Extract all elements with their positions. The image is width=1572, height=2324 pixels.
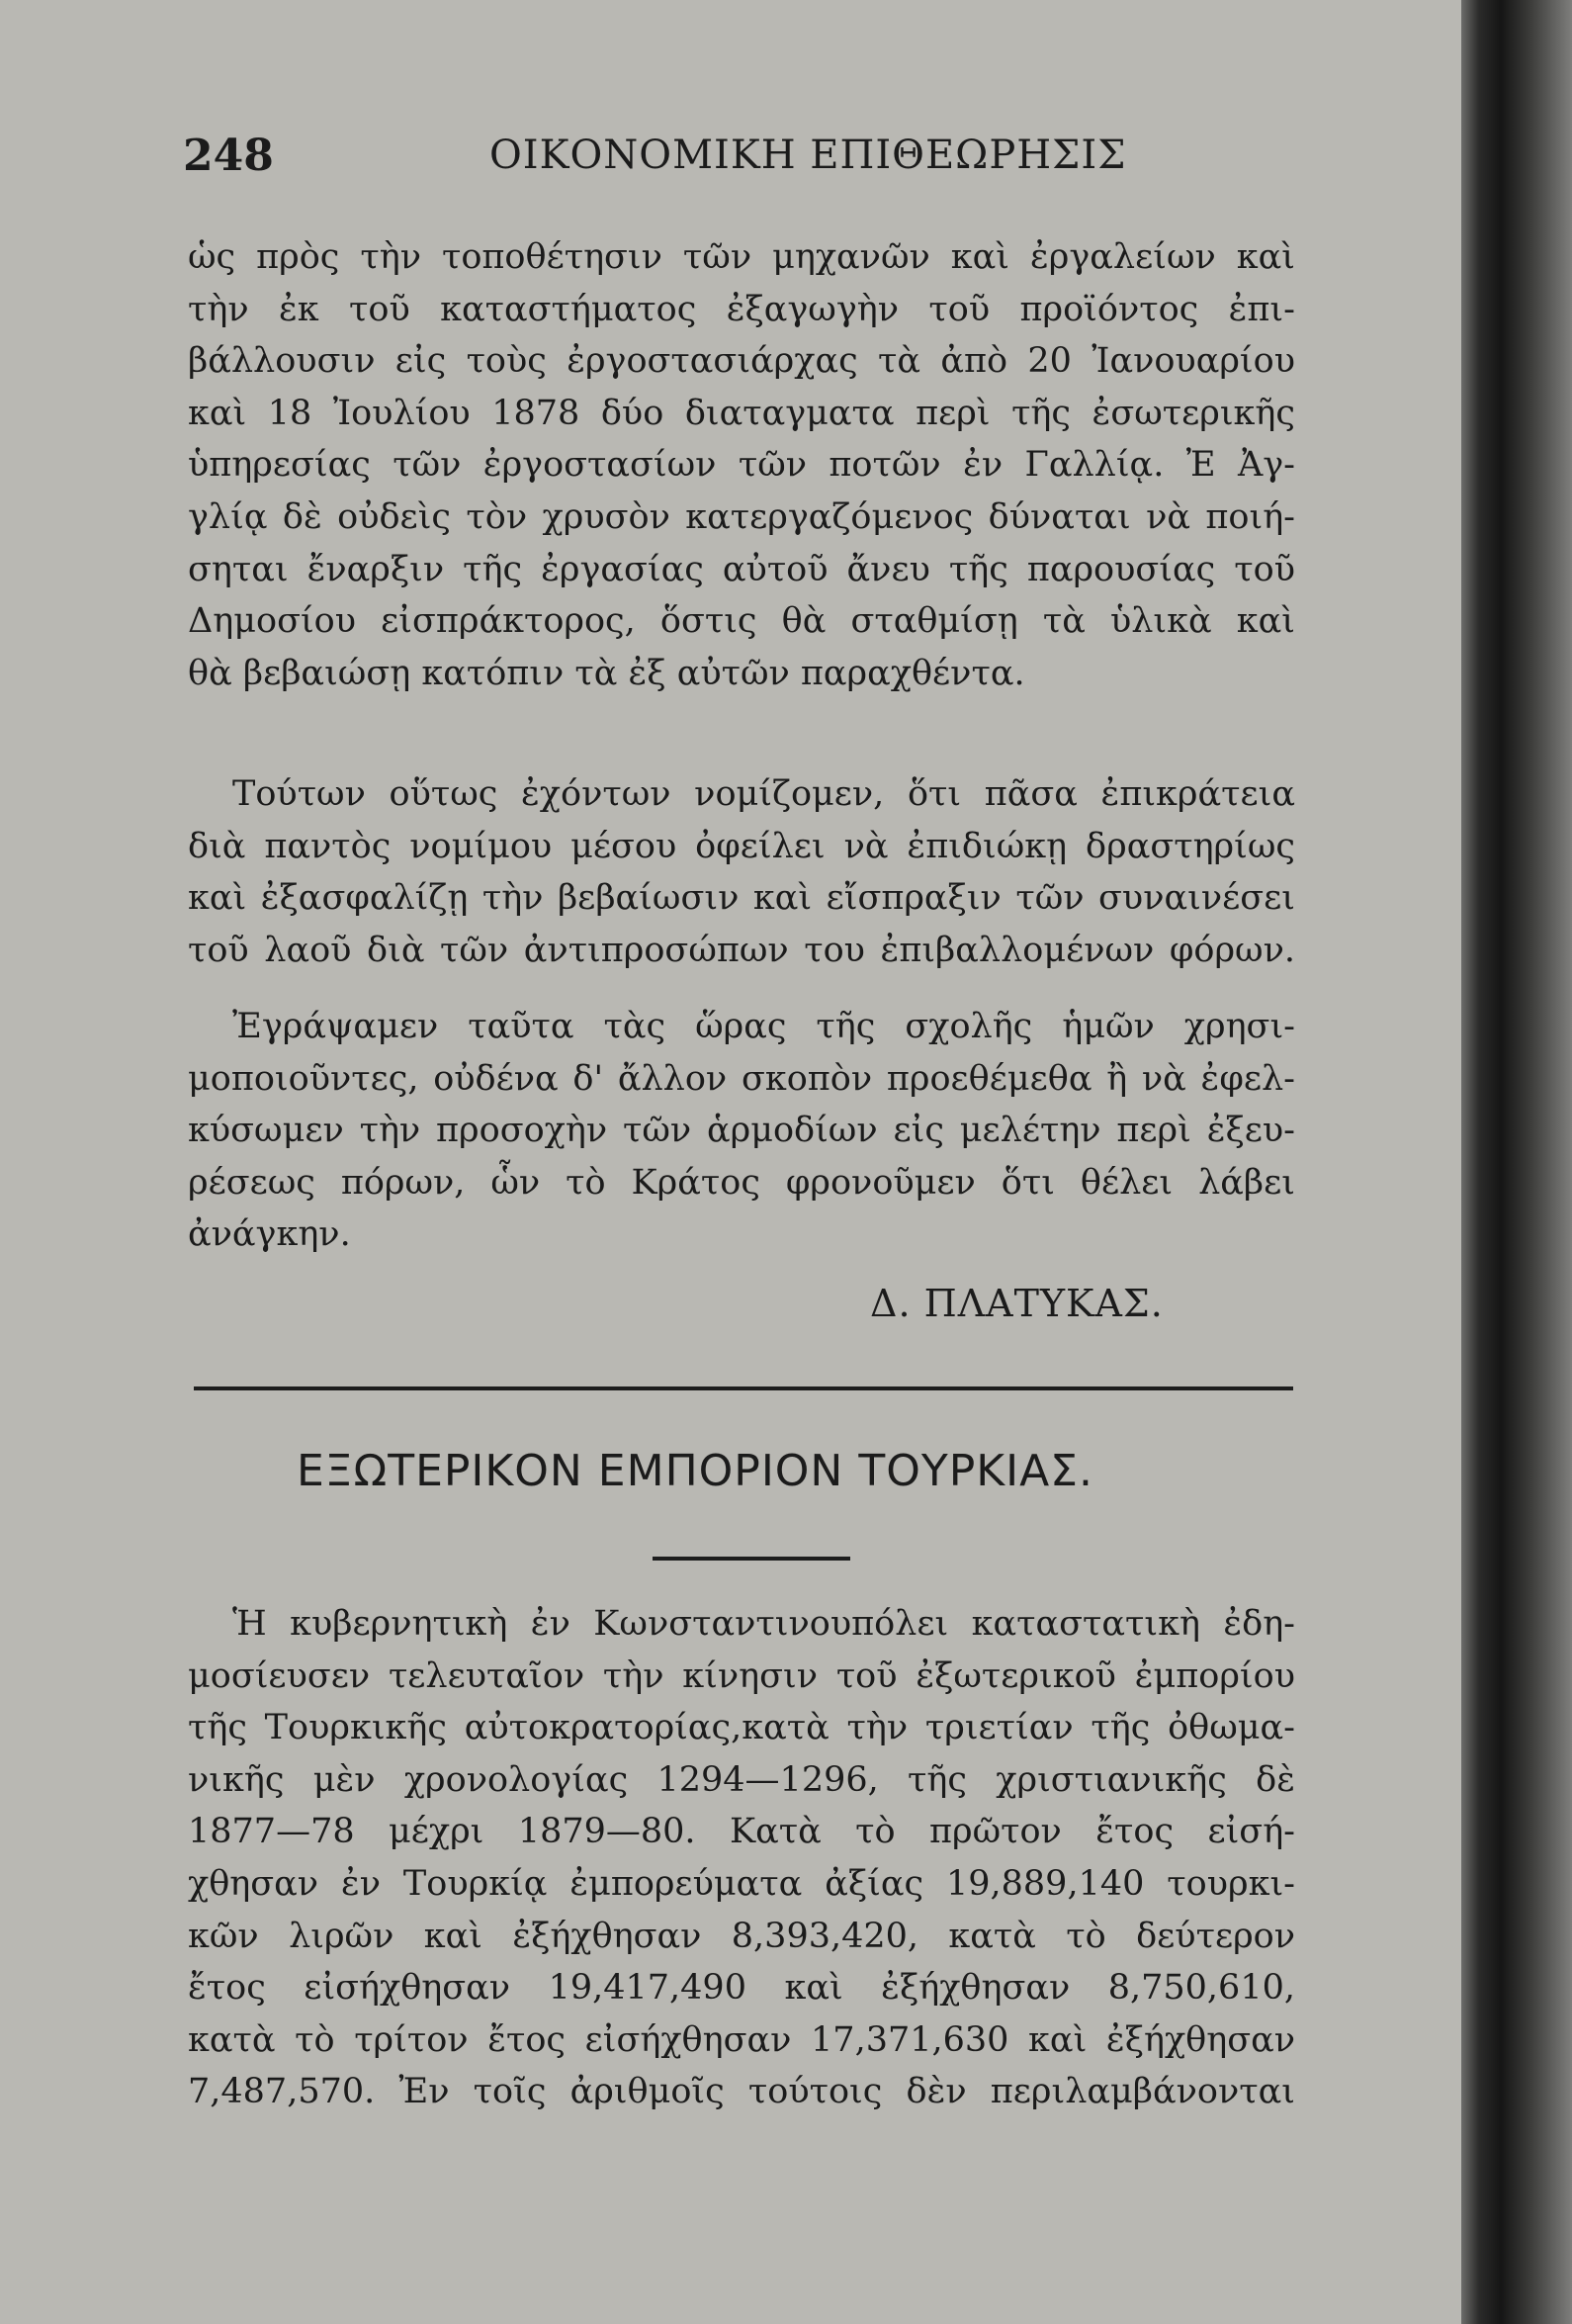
text-line: 7,487,570. Ἐν τοῖς ἀριθμοῖς τούτοις δὲν περιλαμβάνονται <box>188 2072 1295 2112</box>
text-line: τοῦ λαοῦ διὰ τῶν ἀντιπροσώπων του ἐπιβαλλομένων φόρων. <box>188 930 1295 970</box>
text-line: ὡς πρὸς τὴν τοποθέτησιν τῶν μηχανῶν καὶ ἐργαλείων καὶ <box>188 237 1295 277</box>
running-head <box>183 131 1290 190</box>
article1-paragraph-1 <box>188 231 1295 699</box>
journal-title: ΟΙΚΟΝΟΜΙΚΗ ΕΠΙΘΕΩΡΗΣΙΣ <box>489 133 1127 178</box>
text-line: ὑπηρεσίας τῶν ἐργοστασίων τῶν ποτῶν ἐν Γαλλίᾳ. Ἐ Ἀγ- <box>188 445 1295 486</box>
text-line: βάλλουσιν εἰς τοὺς ἐργοστασιάρχας τὰ ἀπὸ 20 Ἰανουαρίου <box>188 341 1295 382</box>
text-line: ρέσεως πόρων, ὧν τὸ Κράτος φρονοῦμεν ὅτι θέλει λάβει <box>188 1162 1295 1203</box>
text-line: τὴν ἐκ τοῦ καταστήματος ἐξαγωγὴν τοῦ προϊόντος ἐπι- <box>188 289 1295 329</box>
text-line: κατὰ τὸ τρίτον ἔτος εἰσήχθησαν 17,371,630 καὶ ἐξήχθησαν <box>188 2019 1295 2060</box>
text-line: διὰ παντὸς νομίμου μέσου ὀφείλει νὰ ἐπιδιώκῃ δραστηρίως <box>188 826 1295 866</box>
text-line: καὶ ἐξασφαλίζῃ τὴν βεβαίωσιν καὶ εἴσπραξιν τῶν συναινέσει <box>188 878 1295 919</box>
article1-paragraph-3 <box>188 1001 1295 1261</box>
text-line: κῶν λιρῶν καὶ ἐξήχθησαν 8,393,420, κατὰ τὸ δεύτερον <box>188 1916 1295 1956</box>
text-line: νικῆς μὲν χρονολογίας 1294—1296, τῆς χριστιανικῆς δὲ <box>188 1759 1295 1800</box>
text-line: Ἐγράψαμεν ταῦτα τὰς ὥρας τῆς σχολῆς ἡμῶν χρησι- <box>232 1007 1295 1046</box>
text-line: ἀνάγκην. <box>188 1214 351 1255</box>
author-signature: Δ. ΠΛΑΤΥΚΑΣ. <box>870 1282 1164 1325</box>
text-line: γλίᾳ δὲ οὐδεὶς τὸν χρυσὸν κατεργαζόμενος δύναται νὰ ποιή- <box>188 496 1295 537</box>
article1-paragraph-2 <box>188 768 1295 976</box>
text-line: κύσωμεν τὴν προσοχὴν τῶν ἁρμοδίων εἰς μελέτην περὶ ἐξευ- <box>188 1111 1295 1151</box>
text-line: μοσίευσεν τελευταῖον τὴν κίνησιν τοῦ ἐξωτερικοῦ ἐμπορίου <box>188 1655 1295 1696</box>
text-line: καὶ 18 Ἰουλίου 1878 δύο διαταγματα περὶ τῆς ἐσωτερικῆς <box>188 393 1295 433</box>
book-gutter-shadow <box>1461 0 1572 2324</box>
section-divider <box>194 1386 1293 1390</box>
text-line: χθησαν ἐν Τουρκίᾳ ἐμπορεύματα ἀξίας 19,889,140 τουρκι- <box>188 1863 1295 1904</box>
text-line: Τούτων οὕτως ἐχόντων νομίζομεν, ὅτι πᾶσα ἐπικράτεια <box>232 774 1295 814</box>
text-line: σηται ἔναρξιν τῆς ἐργασίας αὐτοῦ ἄνευ τῆς παρουσίας τοῦ <box>188 549 1295 589</box>
article2-paragraph <box>188 1598 1295 2118</box>
page-number: 248 <box>183 131 274 181</box>
text-line: ἔτος εἰσήχθησαν 19,417,490 καὶ ἐξήχθησαν 8,750,610, <box>188 1968 1295 2009</box>
text-line: τῆς Τουρκικῆς αὐτοκρατορίας,κατὰ τὴν τριετίαν τῆς ὀθωμα- <box>188 1708 1295 1748</box>
text-line: θὰ βεβαιώσῃ κατόπιν τὰ ἐξ αὐτῶν παραχθέντα. <box>188 653 1025 693</box>
text-line: Ἡ κυβερνητικὴ ἐν Κωνσταντινουπόλει καταστατικὴ ἐδη- <box>232 1604 1295 1644</box>
text-line: 1877—78 μέχρι 1879—80. Κατὰ τὸ πρῶτον ἔτος εἰσή- <box>188 1812 1295 1852</box>
heading-underline <box>653 1557 850 1561</box>
section-heading: ΕΞΩΤΕΡΙΚΟΝ ΕΜΠΟΡΙΟΝ ΤΟΥΡΚΙΑΣ. <box>297 1446 1093 1496</box>
text-line: μοποιοῦντες, οὐδένα δ' ἄλλον σκοπὸν προεθέμεθα ἢ νὰ ἐφελ- <box>188 1058 1295 1099</box>
text-line: Δημοσίου εἰσπράκτορος, ὅστις θὰ σταθμίσῃ τὰ ὑλικὰ καὶ <box>188 601 1295 642</box>
